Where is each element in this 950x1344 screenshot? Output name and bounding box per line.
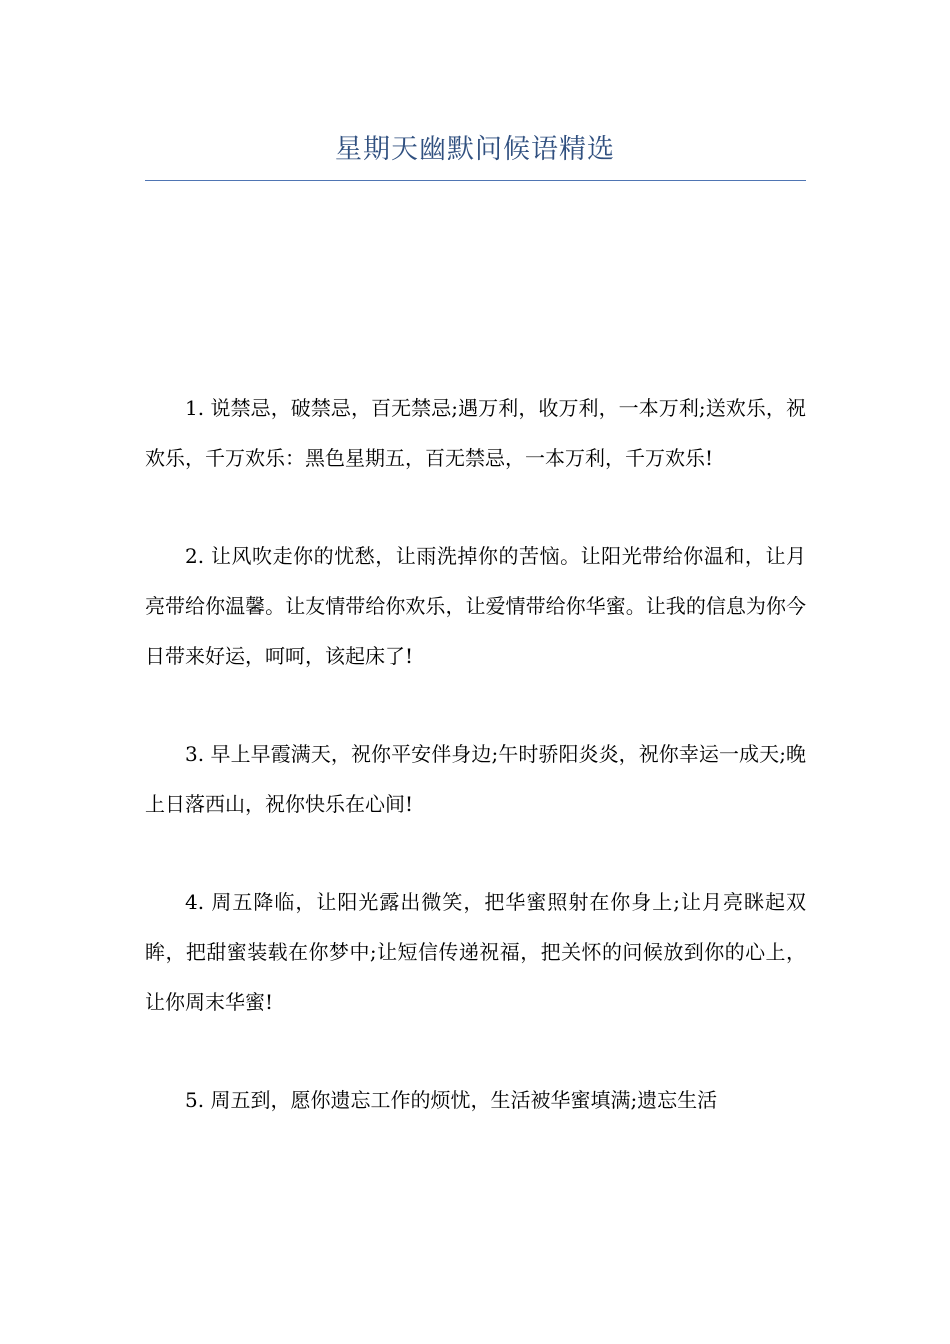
document-body	[145, 383, 806, 1173]
paragraph-3: 3. 早上早霞满天，祝你平安伴身边;午时骄阳炎炎，祝你幸运一成天;晚上日落西山，祝你快乐在心间!	[145, 742, 806, 816]
paragraph-2: 2. 让风吹走你的忧愁，让雨洗掉你的苦恼。让阳光带给你温和，让月亮带给你温馨。让友情带给你欢乐，让爱情带给你华蜜。让我的信息为你今日带来好运，呵呵，该起床了!	[145, 544, 806, 668]
paragraph-4: 4. 周五降临，让阳光露出微笑，把华蜜照射在你身上;让月亮眯起双眸，把甜蜜装载在你梦中;让短信传递祝福，把关怀的问候放到你的心上，让你周末华蜜!	[145, 890, 806, 1014]
title-underline	[145, 180, 806, 181]
paragraph-5: 5. 周五到，愿你遗忘工作的烦忧，生活被华蜜填满;遗忘生活	[185, 1088, 718, 1112]
paragraph-1: 1. 说禁忌，破禁忌，百无禁忌;遇万利，收万利，一本万利;送欢乐，祝欢乐，千万欢乐：黑色星期五，百无禁忌，一本万利，千万欢乐!	[145, 396, 806, 470]
document-title: 星期天幽默问候语精选	[335, 134, 615, 165]
